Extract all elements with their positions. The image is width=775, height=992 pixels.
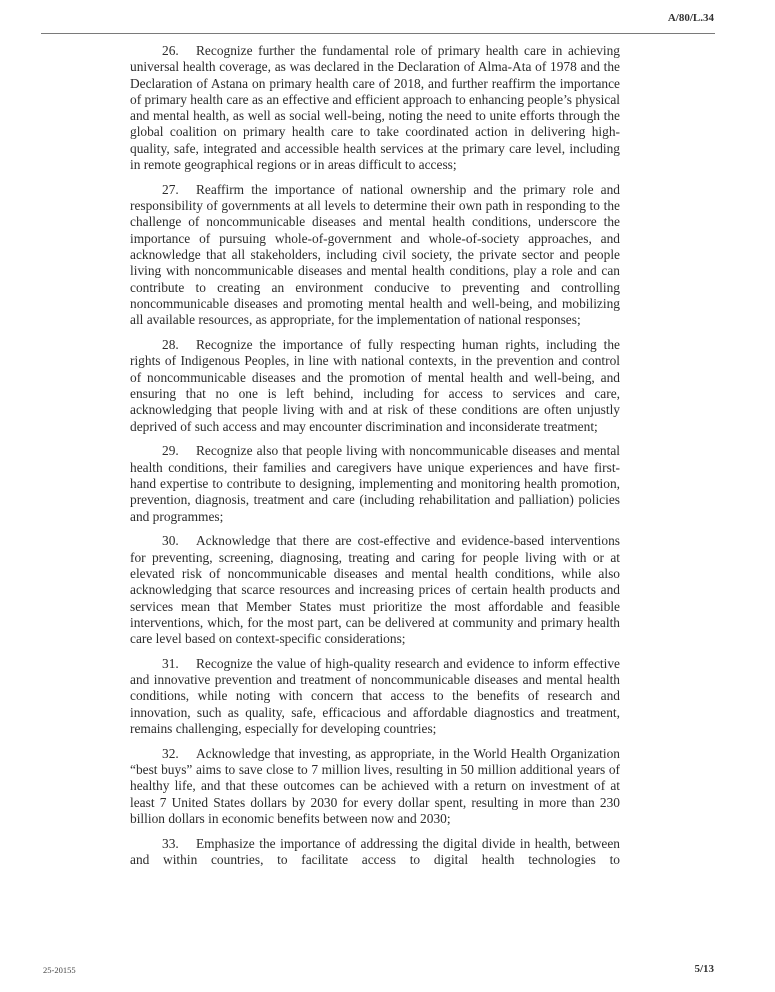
document-symbol: A/80/L.34 xyxy=(667,12,714,24)
paragraph-32 xyxy=(130,746,620,827)
paragraph-number: 28. xyxy=(162,337,179,353)
paragraph-31 xyxy=(130,656,620,737)
paragraph-text: Recognize the importance of fully respecting human rights, including the rights of Indigenous Peoples, in line with national contexts, in the prevention and control of noncommunicable diseases and the promotion of mental health and well-being, and ensuring that no one is left behind, including for access to services and care, acknowledging that people living with and at risk of these conditions are often unjustly deprived of such access and may encounter discrimination and inconsiderate treatment; xyxy=(130,337,620,434)
paragraph-text: Acknowledge that investing, as appropriate, in the World Health Organization “best buys” aims to save close to 7 million lives, resulting in 50 million additional years of healthy life, and that these outcomes can be achieved with a return on investment of at least 7 United States dollars by 2030 for every dollar spent, resulting in more than 230 billion dollars in economic benefits between now and 2030; xyxy=(130,745,620,827)
paragraph-text: Emphasize the importance of addressing the digital divide in health, between and within countries, to facilitate access to digital health technologies to xyxy=(130,835,620,868)
paragraph-text: Recognize the value of high-quality research and evidence to inform effective and innovative prevention and treatment of noncommunicable diseases and mental health conditions, while noting with concern that access to the benefits of research and innovation, such as quality, safe, efficacious and affordable diagnostics and treatment, remains challenging, especially for developing countries; xyxy=(130,655,620,737)
paragraph-number: 27. xyxy=(162,181,179,197)
paragraph-number: 29. xyxy=(162,443,179,459)
paragraph-29 xyxy=(130,443,620,524)
paragraph-number: 31. xyxy=(162,655,179,671)
paragraph-text: Acknowledge that there are cost-effective and evidence-based interventions for preventing, screening, diagnosing, treating and caring for people living with or at elevated risk of noncommunicable diseases and mental health conditions, while also acknowledging that scarce resources and increasing prices of certain health products and services mean that Member States must prioritize the most affordable and feasible interventions, which, for the most part, can be delivered at community and primary health care level based on context-specific considerations; xyxy=(130,533,620,647)
paragraph-text: Recognize further the fundamental role of primary health care in achieving universal health coverage, as was declared in the Declaration of Alma-Ata of 1978 and the Declaration of Astana on primary health care of 2018, and further reaffirm the importance of primary health care as an effective and efficient approach to enhancing people’s physical and mental health, as well as social well-being, noting the need to unite efforts through the global coalition on primary health care to take coordinated action in delivering high-quality, safe, integrated and accessible health services at the primary care level, including in remote geographical regions or in areas difficult to access; xyxy=(130,43,620,173)
paragraph-text: Reaffirm the importance of national ownership and the primary role and responsibility of governments at all levels to determine their own path in responding to the challenge of noncommunicable diseases and mental health conditions, underscore the importance of pursuing whole-of-government and whole-of-society approaches, and acknowledge that all stakeholders, including civil society, the private sector and people living with noncommunicable diseases and mental health conditions, play a role and can contribute to creating an environment conducive to preventing and controlling noncommunicable diseases and promoting mental health and well-being, and mobilizing all available resources, as appropriate, for the implementation of national responses; xyxy=(130,181,620,328)
job-number: 25-20155 xyxy=(43,965,76,975)
paragraph-number: 26. xyxy=(162,43,179,58)
paragraph-number: 30. xyxy=(162,533,179,549)
paragraph-28 xyxy=(130,337,620,435)
page-number: 5/13 xyxy=(694,963,714,975)
paragraph-30 xyxy=(130,533,620,647)
paragraph-text: Recognize also that people living with noncommunicable diseases and mental health conditions, their families and caregivers have unique experiences and have first-hand expertise to contribute to designing, implementing and monitoring health promotion, prevention, diagnosis, treatment and care (including rehabilitation and palliation) policies and programmes; xyxy=(130,443,620,524)
paragraph-number: 32. xyxy=(162,745,179,761)
paragraph-number: 33. xyxy=(162,835,179,851)
header-divider xyxy=(41,33,715,34)
paragraph-27 xyxy=(130,182,620,329)
paragraph-26 xyxy=(130,43,620,173)
paragraph-33 xyxy=(130,836,620,869)
document-body xyxy=(130,43,620,877)
